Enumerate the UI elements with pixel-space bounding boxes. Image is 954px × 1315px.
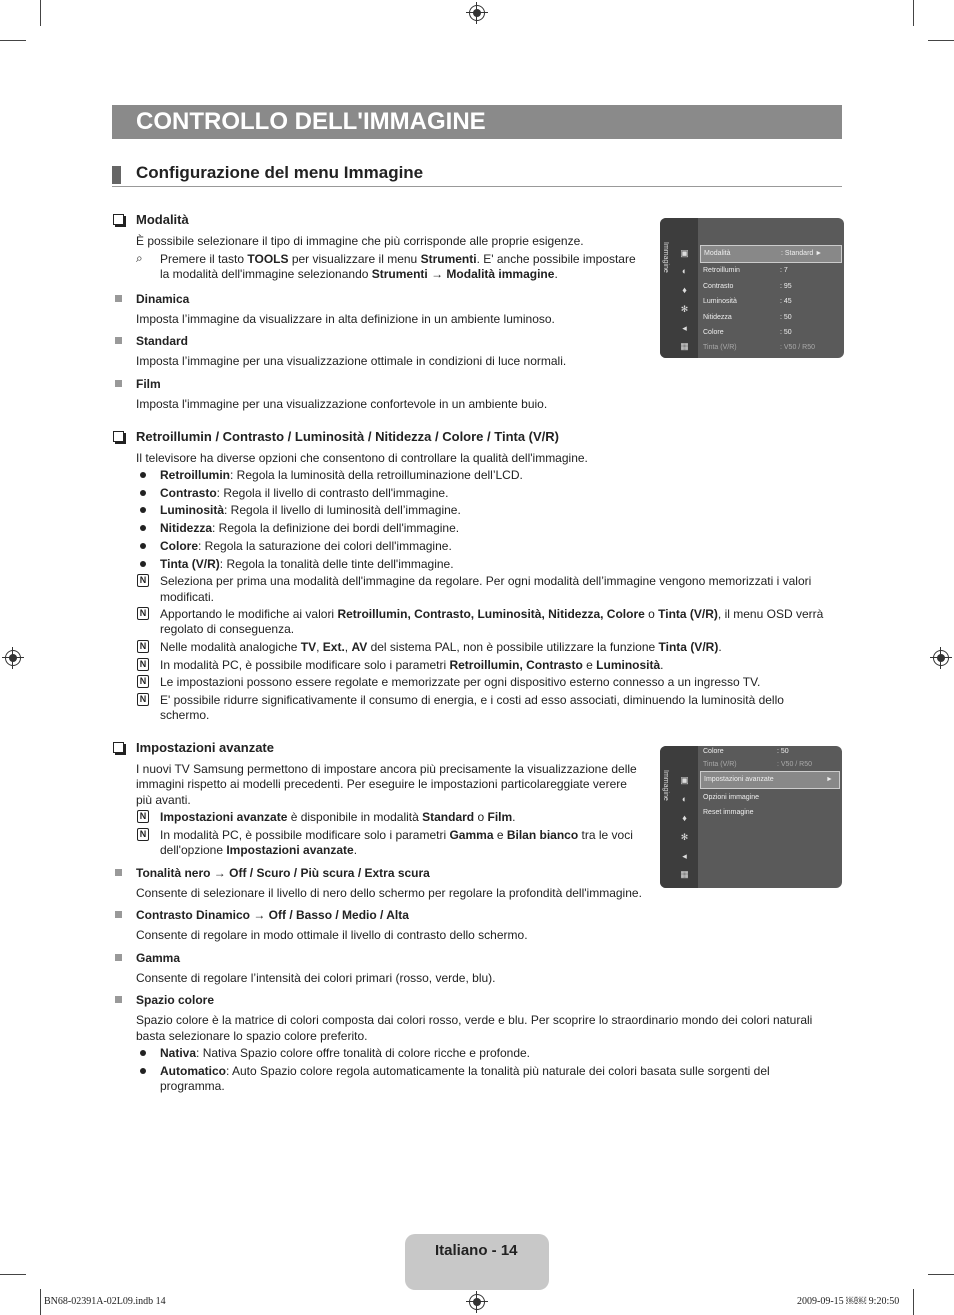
note-icon: N <box>137 828 149 841</box>
bullet-icon <box>140 561 146 567</box>
note-icon: N <box>137 675 149 688</box>
checkbox-icon <box>113 742 124 753</box>
note-text: modificati. <box>160 590 215 604</box>
setting-name: Contrasto Dinamico → Off / Basso / Medio / Alta <box>136 908 409 922</box>
crop-mark <box>928 40 954 41</box>
mode-name: Standard <box>136 334 189 348</box>
modalita-intro: È possibile selezionare il tipo di immagine che più corrisponde alle proprie esigenze. <box>136 234 584 248</box>
page-title: CONTROLLO DELL'IMMAGINE <box>136 108 486 135</box>
avanzate-intro: I nuovi TV Samsung permettono di impostare ancora più precisamente la visualizzazione delle <box>136 762 637 776</box>
note-icon: N <box>137 574 149 587</box>
square-bullet-icon <box>115 380 122 387</box>
note-icon: N <box>137 810 149 823</box>
registration-mark-icon <box>933 650 949 666</box>
section-header <box>112 160 842 187</box>
setting-desc: basta selezionare lo spazio colore preferito. <box>136 1029 368 1043</box>
osd-row: Nitidezza : 50 <box>703 314 792 321</box>
note-icon: N <box>137 607 149 620</box>
osd-label: Immagine <box>662 242 669 273</box>
retro-bullet: Retroillumin: Regola la luminosità della retroilluminazione dell’LCD. <box>160 468 523 482</box>
note-text: Apportando le modifiche ai valori Retroillumin, Contrasto, Luminosità, Nitidezza, Colore o Tinta (V/R), il menu OSD verrà <box>160 607 824 621</box>
note-text: In modalità PC, è possibile modificare solo i parametri Gamma e Bilan bianco tra le voci <box>160 828 633 842</box>
square-bullet-icon <box>115 954 122 961</box>
spazio-bullet: Automatico: Auto Spazio colore regola automaticamente la tonalità più naturale dei colori basata sulle sorgenti del <box>160 1064 770 1078</box>
setting-desc: Consente di regolare l’intensità dei colori primari (rosso, verde, blu). <box>136 971 496 985</box>
note-icon: N <box>137 658 149 671</box>
mode-name: Film <box>136 377 161 391</box>
retro-bullet: Nitidezza: Regola la definizione dei bordi dell'immagine. <box>160 521 460 535</box>
retro-bullet: Luminosità: Regola il livello di luminosità dell’immagine. <box>160 503 461 517</box>
input-icon: ◂ <box>682 851 687 861</box>
osd-sidebar <box>660 746 698 888</box>
osd-label: Immagine <box>662 770 669 801</box>
osd-row: Colore : 50 <box>703 329 792 336</box>
tools-icon: ⌕ <box>136 251 143 265</box>
osd-row-selected: Impostazioni avanzate ► <box>700 771 840 789</box>
osd-row: Opzioni immagine <box>703 794 760 801</box>
channel-icon: ♦ <box>682 285 687 295</box>
mode-name: Dinamica <box>136 292 190 306</box>
sound-icon: ◐ <box>681 794 688 804</box>
osd-row: Luminosità : 45 <box>703 298 792 305</box>
crop-mark <box>40 0 41 26</box>
registration-mark-icon <box>5 650 21 666</box>
note-text: In modalità PC, è possibile modificare solo i parametri Retroillumin, Contrasto e Luminosità. <box>160 658 664 672</box>
page-number: Italiano - 14 <box>435 1242 518 1259</box>
bullet-icon <box>140 525 146 531</box>
section-title: Configurazione del menu Immagine <box>136 163 424 182</box>
spazio-bullet: programma. <box>160 1079 225 1093</box>
setting-desc: Consente di regolare in modo ottimale il livello di contrasto dello schermo. <box>136 928 528 942</box>
retro-heading: Retroillumin / Contrasto / Luminosità / Nitidezza / Colore / Tinta (V/R) <box>136 429 560 444</box>
osd-row: Colore : 50 <box>703 748 789 755</box>
note-text: dell'opzione Impostazioni avanzate. <box>160 843 358 857</box>
note-text: schermo. <box>160 708 210 722</box>
retro-intro: Il televisore ha diverse opzioni che consentono di controllare la qualità dell'immagine. <box>136 451 588 465</box>
bullet-icon <box>140 1068 146 1074</box>
osd-row: Tinta (V/R) : V50 / R50 <box>703 761 813 768</box>
crop-mark <box>928 1274 954 1275</box>
page-number-tab <box>405 1234 549 1290</box>
registration-mark-icon <box>469 5 485 21</box>
spazio-bullet: Nativa: Nativa Spazio colore offre tonalità di colore ricche e profonde. <box>160 1046 530 1060</box>
support-icon: ▦ <box>680 869 689 879</box>
osd-menu-advanced <box>660 746 842 888</box>
avanzate-heading: Impostazioni avanzate <box>136 740 274 755</box>
picture-icon: ▣ <box>680 775 689 785</box>
checkbox-icon <box>113 214 124 225</box>
sound-icon: ◐ <box>681 266 688 276</box>
print-file-info: BN68-02391A-02L09.indb 14 <box>44 1296 166 1307</box>
setting-name: Tonalità nero → Off / Scuro / Più scura / Extra scura <box>136 866 430 880</box>
mode-desc: Imposta l'immagine per una visualizzazione confortevole in un ambiente buio. <box>136 397 548 411</box>
note-text: Le impostazioni possono essere regolate e memorizzate per ogni dispositivo esterno connesso a un ingresso TV. <box>160 675 761 689</box>
section-marker <box>112 166 121 184</box>
registration-mark-icon <box>469 1294 485 1310</box>
square-bullet-icon <box>115 996 122 1003</box>
crop-mark <box>0 1274 26 1275</box>
bullet-icon <box>140 490 146 496</box>
print-date-info: 2009-09-15 ￼￼ 9:20:50 <box>797 1296 900 1307</box>
crop-mark <box>0 40 26 41</box>
setting-desc: Consente di selezionare il livello di nero dello schermo per regolare la profondità dell'immagine. <box>136 886 642 900</box>
checkbox-icon <box>113 431 124 442</box>
bullet-icon <box>140 543 146 549</box>
osd-row: Contrasto : 95 <box>703 283 792 290</box>
modalita-tools-line2: la modalità dell'immagine selezionando Strumenti → Modalità immagine. <box>160 267 558 281</box>
osd-row: Reset immagine <box>703 809 754 816</box>
square-bullet-icon <box>115 337 122 344</box>
note-text: Nelle modalità analogiche TV, Ext., AV del sistema PAL, non è possibile utilizzare la funzione Tinta (V/R). <box>160 640 722 654</box>
note-text: Impostazioni avanzate è disponibile in modalità Standard o Film. <box>160 810 516 824</box>
page-title-bar <box>112 105 842 139</box>
retro-bullet: Contrasto: Regola il livello di contrasto dell'immagine. <box>160 486 449 500</box>
setup-icon: ✻ <box>680 304 689 314</box>
square-bullet-icon <box>115 869 122 876</box>
picture-icon: ▣ <box>680 248 689 258</box>
osd-row-selected: Modalità : Standard ► <box>700 245 842 263</box>
note-icon: N <box>137 693 149 706</box>
crop-mark <box>40 1289 41 1315</box>
mode-desc: Imposta l’immagine da visualizzare in alta definizione in un ambiente luminoso. <box>136 312 555 326</box>
bullet-icon <box>140 507 146 513</box>
setting-desc: Spazio colore è la matrice di colori composta dai colori rosso, verde e blu. Per scoprire lo straordinario mondo dei colori naturali <box>136 1013 813 1027</box>
retro-bullet: Colore: Regola la saturazione dei colori dell'immagine. <box>160 539 452 553</box>
osd-row: Retroillumin : 7 <box>703 267 788 274</box>
note-text: regolato di conseguenza. <box>160 622 295 636</box>
note-text: Seleziona per prima una modalità dell'immagine da regolare. Per ogni modalità dell’immagine vengono memorizzati i valori <box>160 574 812 588</box>
osd-sidebar <box>660 218 698 358</box>
avanzate-intro: più avanti. <box>136 793 191 807</box>
square-bullet-icon <box>115 911 122 918</box>
support-icon: ▦ <box>680 341 689 351</box>
crop-mark <box>913 0 914 26</box>
setting-name: Gamma <box>136 951 181 965</box>
setup-icon: ✻ <box>680 832 689 842</box>
bullet-icon <box>140 1050 146 1056</box>
channel-icon: ♦ <box>682 813 687 823</box>
crop-mark <box>913 1289 914 1315</box>
retro-bullet: Tinta (V/R): Regola la tonalità delle tinte dell'immagine. <box>160 557 454 571</box>
square-bullet-icon <box>115 295 122 302</box>
input-icon: ◂ <box>682 323 687 333</box>
modalita-tools-line1: Premere il tasto TOOLS per visualizzare il menu Strumenti. E' anche possibile impostare <box>160 252 636 266</box>
note-text: E' possibile ridurre significativamente il consumo di energia, e i costi ad esso associati, diminuendo la luminosità dello <box>160 693 784 707</box>
avanzate-intro: immagini rispetto ai modelli precedenti. Per eseguire le impostazioni particolareggiate verere <box>136 777 627 791</box>
osd-menu-picture <box>660 218 844 358</box>
bullet-icon <box>140 472 146 478</box>
setting-name: Spazio colore <box>136 993 215 1007</box>
mode-desc: Imposta l’immagine per una visualizzazione ottimale in condizioni di luce normali. <box>136 354 567 368</box>
modalita-heading: Modalità <box>136 212 189 227</box>
osd-row: Tinta (V/R) : V50 / R50 <box>703 344 816 351</box>
note-icon: N <box>137 640 149 653</box>
